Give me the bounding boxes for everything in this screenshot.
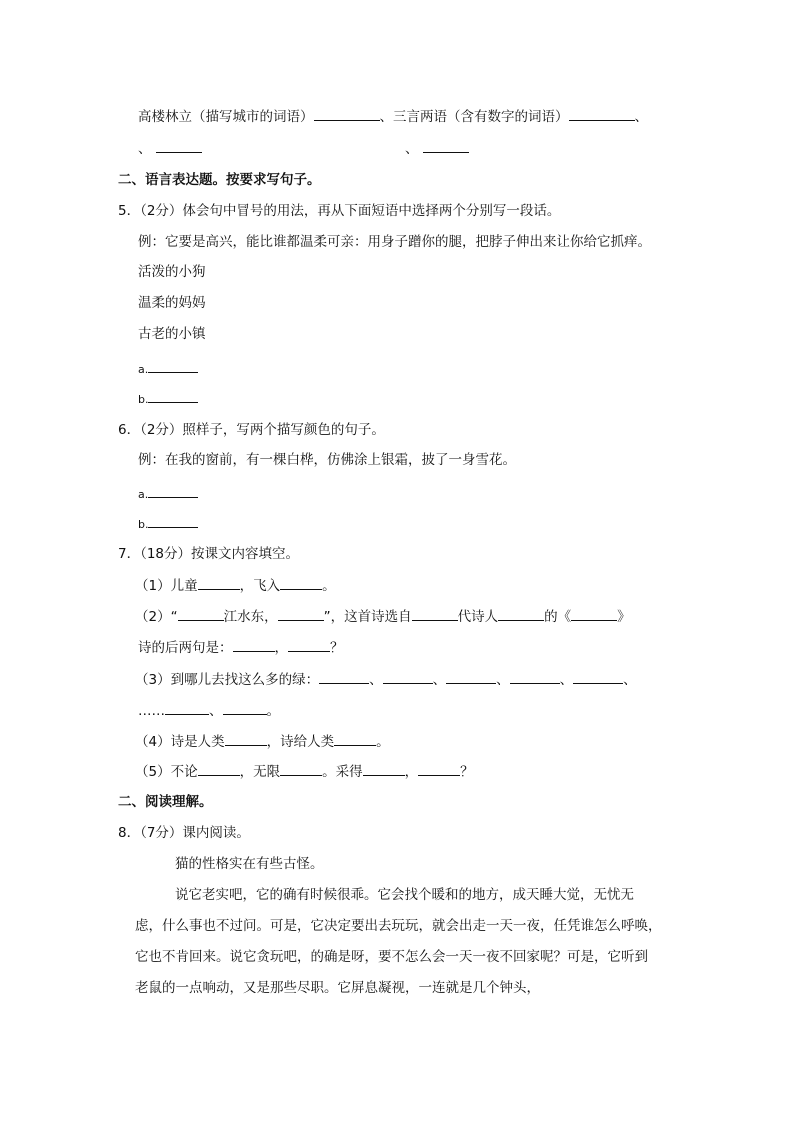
blank[interactable] bbox=[280, 576, 322, 590]
fill-line-3 bbox=[135, 670, 637, 689]
question-stem: 5．（2分）体会句中冒号的用法，再从下面短语中选择两个分别写一段话。 bbox=[118, 203, 561, 219]
blank[interactable] bbox=[178, 607, 224, 621]
blank[interactable] bbox=[198, 576, 240, 590]
question-stem: 7．（18分）按课文内容填空。 bbox=[118, 546, 300, 562]
blank[interactable] bbox=[363, 762, 405, 776]
blank[interactable] bbox=[446, 670, 496, 684]
text: ，诗给人类 bbox=[266, 734, 335, 750]
text: 江水东， bbox=[223, 609, 278, 625]
text: ？ bbox=[330, 640, 344, 656]
label: 高楼林立（描写城市的词语） bbox=[138, 109, 314, 125]
blank[interactable] bbox=[148, 484, 198, 498]
blank[interactable] bbox=[383, 670, 433, 684]
text: （5）不论 bbox=[135, 764, 198, 780]
text: ，飞入 bbox=[239, 578, 281, 594]
blank[interactable] bbox=[571, 607, 617, 621]
question-stem: 6．（2分）照样子，写两个描写颜色的句子。 bbox=[118, 422, 385, 438]
blank[interactable] bbox=[148, 359, 198, 373]
answer-a bbox=[138, 484, 198, 504]
blank[interactable] bbox=[156, 139, 202, 153]
blank[interactable] bbox=[288, 638, 330, 652]
blank[interactable] bbox=[423, 139, 469, 153]
blank[interactable] bbox=[198, 762, 240, 776]
text: （4）诗是人类 bbox=[135, 734, 225, 750]
blank[interactable] bbox=[148, 514, 198, 528]
text: 、 bbox=[432, 672, 447, 688]
blank[interactable] bbox=[569, 107, 635, 121]
sep: 、 bbox=[405, 141, 419, 157]
passage-line: 老鼠的一点响动，又是那些尽职。它屏息凝视，一连就是几个钟头， bbox=[135, 980, 540, 996]
text: 。 bbox=[322, 578, 336, 594]
blank[interactable] bbox=[148, 389, 198, 403]
blank[interactable] bbox=[233, 638, 275, 652]
fill-line-2 bbox=[135, 607, 631, 626]
section-heading: 二、语言表达题。按要求写句子。 bbox=[118, 172, 321, 188]
q4-line2 bbox=[138, 139, 202, 158]
blank[interactable] bbox=[412, 607, 458, 621]
text: ”，这首诗选自 bbox=[323, 609, 412, 625]
q4-line1 bbox=[138, 107, 648, 126]
text: 、 bbox=[623, 672, 637, 688]
phrase: 活泼的小狗 bbox=[138, 264, 206, 280]
passage-line: 猫的性格实在有些古怪。 bbox=[175, 856, 324, 872]
text: 的《 bbox=[544, 609, 572, 625]
blank[interactable] bbox=[334, 732, 376, 746]
label: a. bbox=[138, 363, 149, 376]
phrase: 古老的小镇 bbox=[138, 326, 206, 342]
blank[interactable] bbox=[223, 701, 267, 715]
passage-line: 虑，什么事也不过问。可是，它决定要出去玩玩，就会出走一天一夜，任凭谁怎么呼唤， bbox=[135, 918, 662, 934]
blank[interactable] bbox=[278, 607, 324, 621]
blank[interactable] bbox=[573, 670, 623, 684]
label: b. bbox=[138, 393, 149, 406]
fill-line-1 bbox=[135, 576, 336, 595]
text: 、 bbox=[369, 672, 383, 688]
text: ，无限 bbox=[239, 764, 281, 780]
blank[interactable] bbox=[165, 701, 209, 715]
text: 。 bbox=[376, 734, 390, 750]
fill-line-3b bbox=[138, 701, 280, 720]
text: ？ bbox=[460, 764, 474, 780]
fill-line-5 bbox=[135, 762, 474, 781]
text: 、 bbox=[209, 703, 223, 719]
sep: 、 bbox=[379, 109, 393, 125]
blank[interactable] bbox=[280, 762, 322, 776]
answer-b bbox=[138, 389, 198, 409]
example: 例：在我的窗前，有一棵白桦，仿佛涂上银霜，披了一身雪花。 bbox=[138, 452, 516, 468]
passage-line: 说它老实吧，它的确有时候很乖。它会找个暖和的地方，成天睡大觉，无忧无 bbox=[175, 887, 634, 903]
sep: 、 bbox=[138, 141, 152, 157]
question-stem: 8．（7分）课内阅读。 bbox=[118, 825, 250, 841]
blank[interactable] bbox=[314, 107, 380, 121]
text: …… bbox=[138, 703, 165, 719]
q4-line2b bbox=[405, 139, 469, 158]
text: ， bbox=[274, 640, 288, 656]
text: 、 bbox=[559, 672, 574, 688]
text: ， bbox=[404, 764, 419, 780]
sep: 、 bbox=[634, 109, 648, 125]
text: （2）“ bbox=[135, 609, 178, 625]
text: 》 bbox=[617, 609, 631, 625]
blank[interactable] bbox=[498, 607, 544, 621]
passage-line: 它也不肯回来。说它贪玩吧，的确是呀，要不怎么会一天一夜不回家呢？可是，它听到 bbox=[135, 949, 648, 965]
text: 。采得 bbox=[322, 764, 363, 780]
text: 、 bbox=[496, 672, 510, 688]
text: （1）儿童 bbox=[135, 578, 198, 594]
text: （3）到哪儿去找这么多的绿： bbox=[135, 672, 320, 688]
text: 诗的后两句是： bbox=[138, 640, 233, 656]
blank[interactable] bbox=[225, 732, 267, 746]
example: 例：它要是高兴，能比谁都温柔可亲：用身子蹭你的腿，把脖子伸出来让你给它抓痒。 bbox=[138, 234, 651, 250]
text: 代诗人 bbox=[457, 609, 499, 625]
fill-line-2b bbox=[138, 638, 344, 657]
blank[interactable] bbox=[510, 670, 560, 684]
fill-line-4 bbox=[135, 732, 390, 751]
answer-b bbox=[138, 514, 198, 534]
text: 。 bbox=[266, 703, 280, 719]
answer-a bbox=[138, 359, 198, 379]
label: b. bbox=[138, 518, 149, 531]
blank[interactable] bbox=[418, 762, 460, 776]
section-heading: 二、阅读理解。 bbox=[118, 794, 213, 810]
blank[interactable] bbox=[319, 670, 369, 684]
phrase: 温柔的妈妈 bbox=[138, 295, 206, 311]
label: 三言两语（含有数字的词语） bbox=[393, 109, 569, 125]
label: a. bbox=[138, 488, 149, 501]
